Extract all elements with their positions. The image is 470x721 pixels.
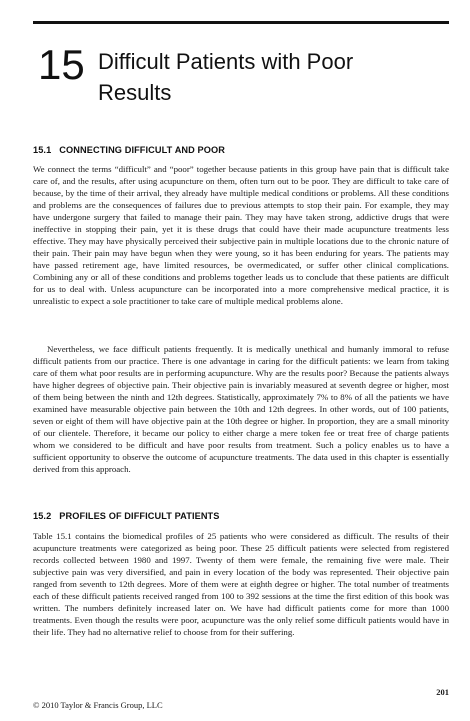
section-number: 15.1 <box>33 145 52 155</box>
section-title: PROFILES OF DIFFICULT PATIENTS <box>59 511 220 521</box>
chapter-number: 15 <box>38 41 85 88</box>
top-rule <box>33 21 449 24</box>
section-heading-15-1 <box>33 145 225 155</box>
chapter-title: Difficult Patients with Poor Results <box>98 49 354 105</box>
paragraph: Table 15.1 contains the biomedical profiles of 25 patients who were considered as difficult. The results of their acupuncture treatments were categorized as being poor. These 25 difficult patients were selected from registered records collected between 1980 and 1997. Twenty of them were female, the remaining five were male. Their subjective pain was very diversified, and pain in every location of the body was represented. Their objective pain ranged from seventh to 12th degrees. More of them were at eighth degree or higher. The total number of treatments each of these difficult patients received ranged from 100 to 392 sessions at the time the first edition of this book was written. The numbers definitely increased later on. We have had difficult patients come for more than 1000 treatments. Even though the results were poor, acupuncture was the only relief some difficult patients would have in their life. They had no alternative relief to choose from for their suffering. <box>33 531 449 637</box>
paragraph: Nevertheless, we face difficult patients frequently. It is medically unethical and humanly immoral to refuse difficult patients from our practice. There is one advantage in caring for the difficult patients: we learn from taking care of them what poor results are in performing acupuncture. Why are the results poor? Because the patients always have higher degrees of objective pain. Their objective pain is invariably measured at seventh degree or higher, most of them being between the ninth and 12th degrees. Statistically, approximately 7% to 8% of all the patients we have examined have measurable objective pain between the 10th and 12th degrees. In other words, out of 100 patients, seven or eight of them will have objective pain at the 10th degree or higher. In proportion, they are a small minority of our clientele. Therefore, it became our policy to either charge a mere token fee or treat free of charge patients whom we considered to be difficult and have poor results from treatment. Such a policy enables us to have a sufficient opportunity to observe the outcome of acupuncture treatments. The data used in this chapter is essentially derived from this approach. <box>33 344 449 474</box>
section-heading-15-2 <box>33 511 220 521</box>
page-number: 201 <box>436 687 449 697</box>
section-number: 15.2 <box>33 511 52 521</box>
copyright-notice: © 2010 Taylor & Francis Group, LLC <box>33 700 163 710</box>
paragraph: We connect the terms “difficult” and “poor” together because patients in this group have pain that is difficult take care of, and the results, after using acupuncture on them, often turn out to be poor. They are difficult to take care of because, by the time of their arrival, they already have multiple medical conditions or problems. All these conditions and problems are the consequences of failures due to previous attempts to stop their pain. For example, they may have undergone surgery that failed to manage their pain. They may have taken strong, addictive drugs that were ineffective in stopping their pain, yet it is these drugs that could have their made acupuncture treatments less effective. They may have physically perceived their subjective pain in multiple locations due to the chronic nature of their pain. Their pain may have begun when they were young, so it has been enduring for years. The patients may have passed retirement age, have limited resources, be overmedicated, or suffer other clinical complications. Combining any or all of these conditions and problems together leads us to conclude that these patients are difficult for us to deal with. Unless acupuncture can be incorporated into a more comprehensive medical practice, it is unrealistic to expect a sole practitioner to take care of multiple medical problems alone. <box>33 164 449 306</box>
section-title: CONNECTING DIFFICULT AND POOR <box>59 145 226 155</box>
